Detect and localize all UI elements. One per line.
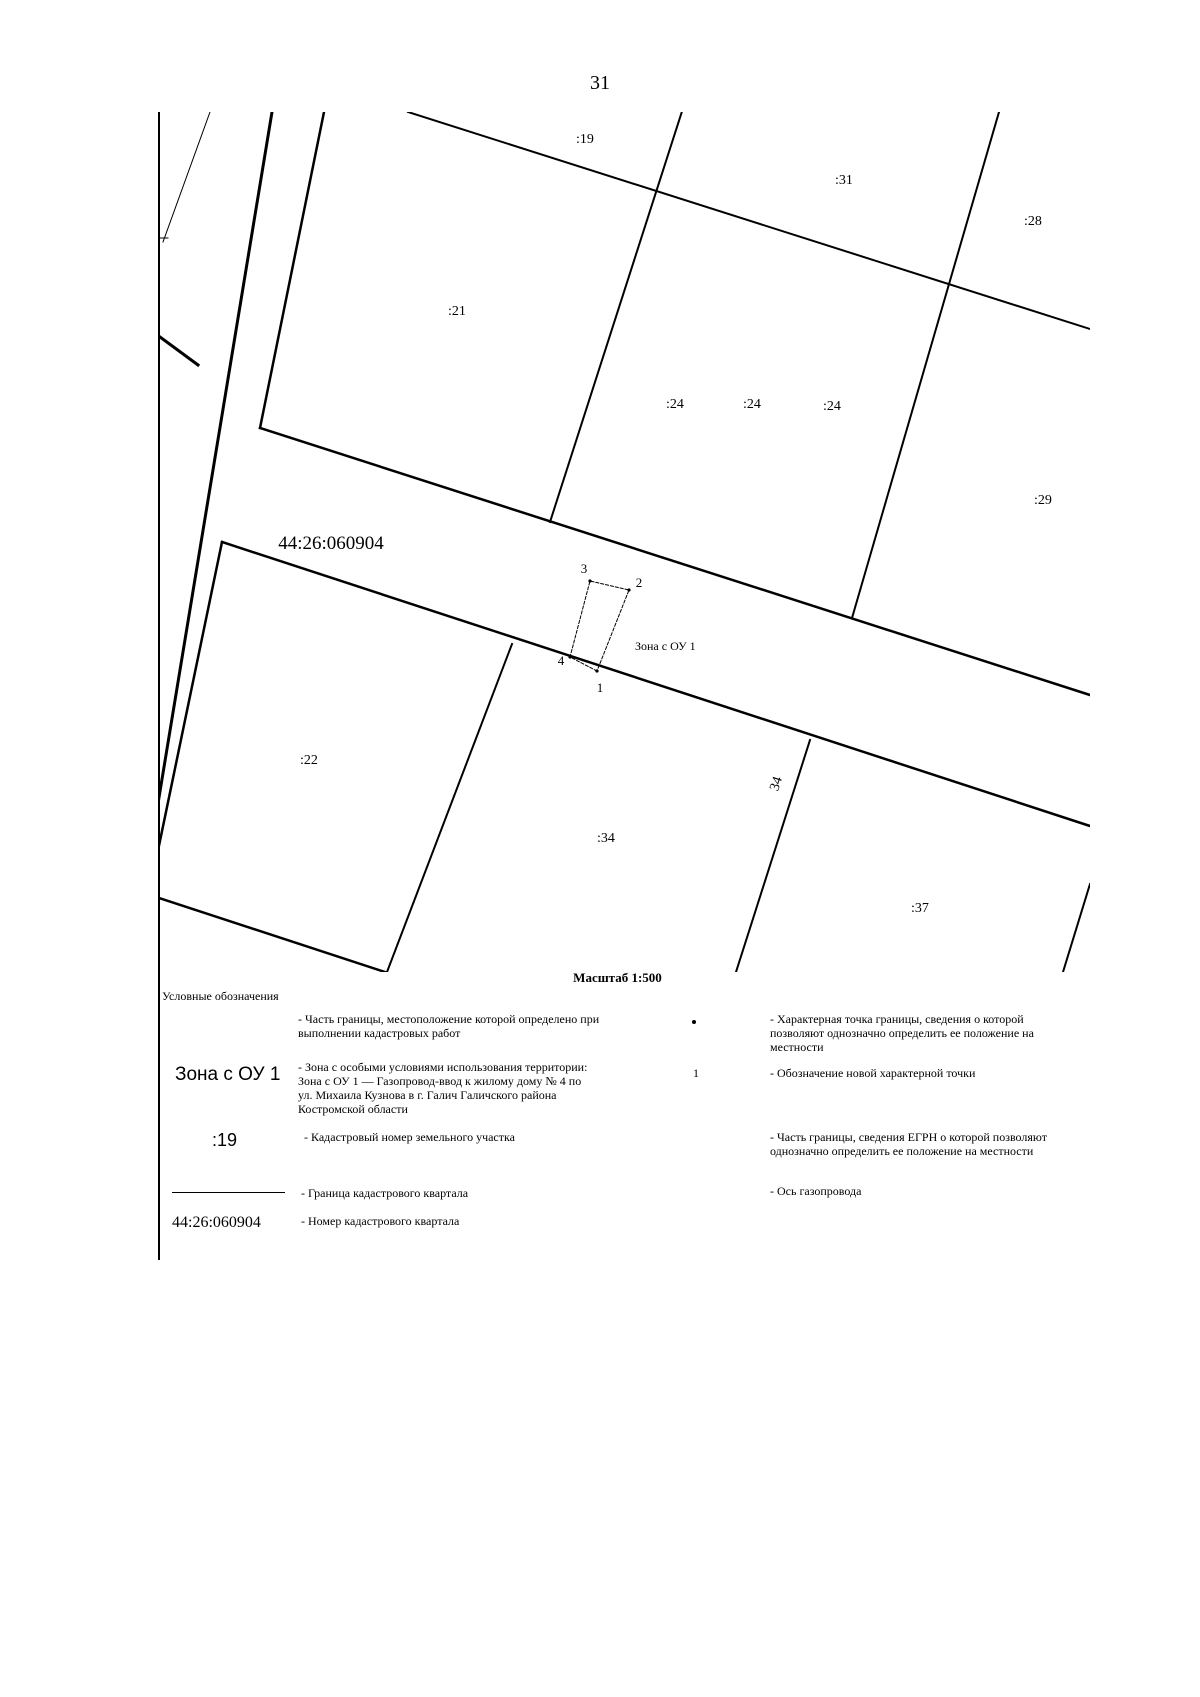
boundary-line [408,112,1090,329]
legend-symbol-parcel-number: :19 [212,1130,238,1150]
parcel-number: :28 [1024,214,1042,229]
boundary-line [260,428,1090,695]
parcel-number: :29 [1034,493,1052,508]
boundary-line [852,112,999,618]
boundary-line [222,542,1090,826]
legend-symbol-zone: Зона с ОУ 1 [175,1064,281,1085]
boundary-line [736,740,810,972]
parcel-side-label: 34 [767,774,786,793]
parcel-number: :31 [835,173,853,188]
cadastral-map [160,112,1090,972]
boundary-line [160,337,198,365]
characteristic-point [595,669,598,672]
page-number: 31 [590,72,610,94]
legend-item-text: - Часть границы, местоположение которой определено при выполнении кадастровых работ [298,1012,600,1040]
parcel-number: :19 [576,132,594,147]
legend-item-text: - Ось газопровода [770,1184,862,1198]
characteristic-point [588,579,591,582]
boundary-line [387,644,512,972]
boundary-line [260,112,324,428]
point-number: 4 [557,653,565,668]
characteristic-point [568,655,571,658]
parcel-number: :22 [300,753,318,768]
parcel-number: :34 [597,831,615,846]
point-number: 2 [635,575,643,590]
map-scale: Масштаб 1:500 [573,970,662,985]
quarter-number: 44:26:060904 [278,533,384,554]
zone-label: Зона с ОУ 1 [635,639,696,653]
point-number: 1 [596,680,604,695]
characteristic-point [627,588,630,591]
legend-item-text: - Характерная точка границы, сведения о которой позволяют однозначно определить ее положение на местности [770,1012,1034,1054]
point-number: 3 [580,561,588,576]
legend-item-text: - Часть границы, сведения ЕГРН о которой позволяют однозначно определить ее положение на местности [770,1130,1047,1158]
legend-symbol-quarter-number: 44:26:060904 [172,1214,261,1231]
legend-item-text: - Граница кадастрового квартала [301,1186,469,1200]
legend-title: Условные обозначения [162,989,279,1003]
parcel-number: :24 [823,399,841,414]
parcel-number: :21 [448,304,466,319]
boundary-line [160,895,385,972]
boundary-line [160,542,222,889]
legend-symbol-quarter-boundary [172,1192,285,1193]
legend-item-text: - Обозначение новой характерной точки [770,1066,976,1080]
parcel-number: :24 [666,397,684,412]
legend-symbol-new-point: 1 [693,1066,699,1080]
legend-item-text: - Номер кадастрового квартала [301,1214,460,1228]
legend-symbol-characteristic-point [692,1020,696,1024]
legend-item-text: - Кадастровый номер земельного участка [304,1130,515,1144]
legend-item-text: - Зона с особыми условиями использования территории: Зона с ОУ 1 — Газопровод-ввод к жилому дому № 4 по ул. Михаила Кузнова в г. Галич Галичского района Костромской области [298,1060,588,1116]
boundary-line [1063,884,1090,972]
parcel-number: :24 [743,397,761,412]
boundary-line [550,112,685,522]
parcel-number: :37 [911,901,929,916]
boundary-line [160,112,272,852]
boundary-line [163,112,210,242]
